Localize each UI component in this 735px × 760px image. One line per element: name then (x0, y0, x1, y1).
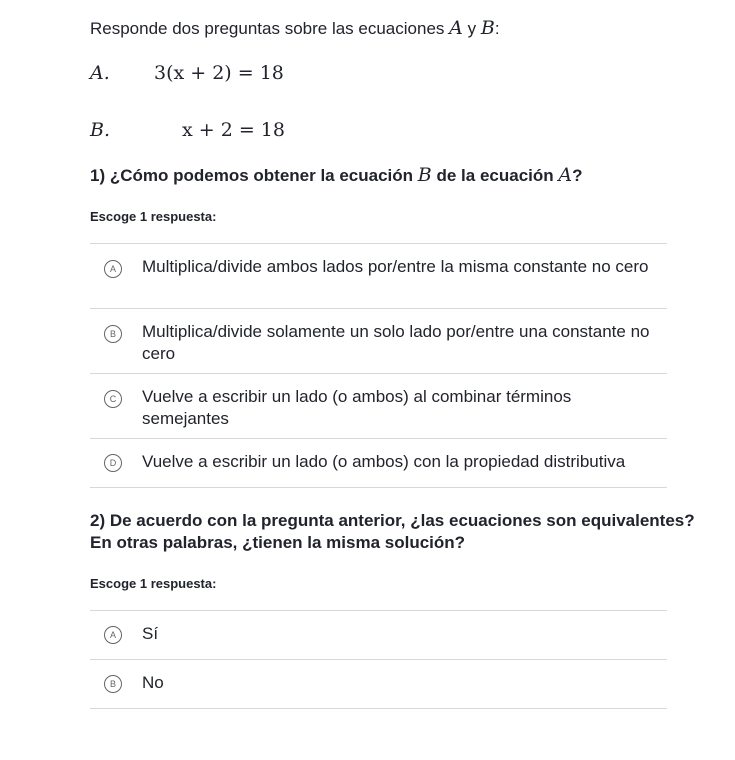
question-1-choice-c[interactable] (90, 374, 667, 439)
intro-var-a: A (449, 17, 463, 39)
question-1-choices (90, 243, 667, 488)
question-2-choose-label: Escoge 1 respuesta: (90, 576, 217, 591)
question-1-choice-a[interactable] (90, 244, 667, 309)
equation-a-label: A. (90, 62, 110, 84)
question-1-prefix: 1) ¿Cómo podemos obtener la ecuación (90, 166, 414, 185)
intro-colon: : (494, 19, 500, 38)
intro-connector: y (467, 19, 477, 38)
question-1-choice-d[interactable] (90, 439, 667, 488)
choice-text: Multiplica/divide ambos lados por/entre la misma constante no cero (142, 257, 649, 276)
choice-text: Vuelve a escribir un lado (o ambos) con la propiedad distributiva (142, 452, 626, 471)
question-2-title-line-1: 2) De acuerdo con la pregunta anterior, ¿las ecuaciones son equivalentes? (90, 511, 695, 530)
question-2-title (90, 510, 695, 554)
question-1-middle: de la ecuación (436, 166, 554, 185)
question-2-choices (90, 610, 667, 709)
question-2-title-line-2: En otras palabras, ¿tienen la misma solución? (90, 533, 466, 552)
radio-b-icon[interactable]: B (104, 675, 122, 693)
radio-d-icon[interactable]: D (104, 454, 122, 472)
question-1-title (90, 164, 583, 187)
radio-a-icon[interactable]: A (104, 260, 122, 278)
equation-b-label: B. (90, 119, 111, 141)
equation-b-expression: x + 2 = 18 (182, 119, 285, 141)
question-1-choice-b[interactable] (90, 309, 667, 374)
choice-text: Multiplica/divide solamente un solo lado por/entre una constante no cero (142, 322, 650, 363)
choice-text: Sí (142, 624, 159, 643)
question-1-var-b: B (417, 164, 432, 186)
radio-c-icon[interactable]: C (104, 390, 122, 408)
intro-sentence: Responde dos preguntas sobre las ecuaciones (90, 19, 445, 38)
choice-text: No (142, 673, 164, 692)
question-1-choose-label: Escoge 1 respuesta: (90, 209, 217, 224)
intro-var-b: B (480, 17, 495, 39)
radio-b-icon[interactable]: B (104, 325, 122, 343)
choice-text: Vuelve a escribir un lado (o ambos) al combinar términos semejantes (142, 387, 572, 428)
intro-text (90, 17, 500, 39)
equation-a-expression: 3(x + 2) = 18 (154, 62, 284, 84)
question-1-var-a: A (558, 164, 573, 186)
question-2-choice-a[interactable] (90, 611, 667, 660)
radio-a-icon[interactable]: A (104, 626, 122, 644)
question-2-choice-b[interactable] (90, 660, 667, 709)
question-1-suffix: ? (572, 166, 583, 185)
